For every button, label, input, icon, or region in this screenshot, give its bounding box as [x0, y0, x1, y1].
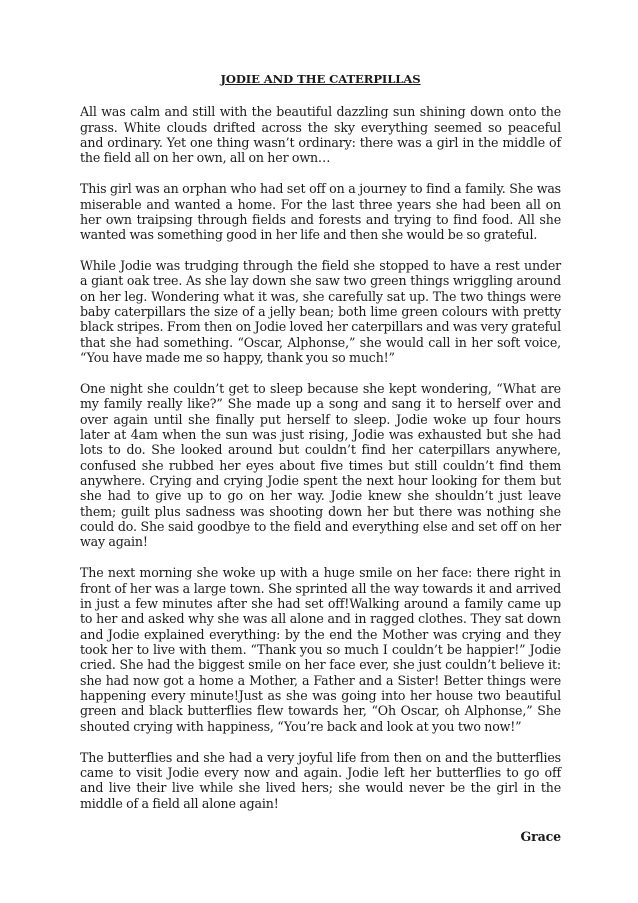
story-title: JODIE AND THE CATERPILLAS	[220, 72, 421, 86]
paragraph-5: The next morning she woke up with a huge smile on her face: there right in front of her was a large town. She sprinted all the way towards it and arrived in just a few minutes after she had set off!Walking around a family came up to her and asked why she was all alone and in ragged clothes. They sat down and Jodie explained everything: by the end the Mother was crying and they took her to live with them. “Thank you so much I couldn’t be happier!” Jodie cried. She had the biggest smile on her face ever, she just couldn’t believe it: she had now got a home a Mother, a Father and a Sister! Better things were happening every minute!Just as she was going into her house two beautiful green and black butterflies flew towards her, “Oh Oscar, oh Alphonse,” She shouted crying with happiness, “You’re back and look at you two now!”	[80, 565, 561, 734]
paragraph-4: One night she couldn’t get to sleep because she kept wondering, “What are my family really like?” She made up a song and sang it to herself over and over again until she finally put herself to sleep. Jodie woke up four hours later at 4am when the sun was just rising, Jodie was exhausted but she had lots to do. She looked around but couldn’t find her caterpillars anywhere, confused she rubbed her eyes about five times but still couldn’t find them anywhere. Crying and crying Jodie spent the next hour looking for them but she had to give up to go on her way. Jodie knew she shouldn’t just leave them; guilt plus sadness was shooting down her but there was nothing she could do. She said goodbye to the field and everything else and set off on her way again!	[80, 381, 561, 550]
author-name: Grace	[520, 828, 561, 844]
paragraph-1: All was calm and still with the beautiful dazzling sun shining down onto the grass. White clouds drifted across the sky everything seemed so peaceful and ordinary. Yet one thing wasn’t ordinary: there was a girl in the middle of the field all on her own, all on her own…	[80, 104, 561, 166]
paragraph-3: While Jodie was trudging through the field she stopped to have a rest under a giant oak tree. As she lay down she saw two green things wriggling around on her leg. Wondering what it was, she carefully sat up. The two things were baby caterpillars the size of a jelly bean; both lime green colours with pretty black stripes. From then on Jodie loved her caterpillars and was very grateful that she had something. “Oscar, Alphonse,” she would call in her soft voice, “You have made me so happy, thank you so much!”	[80, 258, 561, 366]
document-page	[80, 72, 561, 844]
paragraph-6: The butterflies and she had a very joyful life from then on and the butterflies came to visit Jodie every now and again. Jodie left her butterflies to go off and live their live while she lived hers; she would never be the girl in the middle of a field all alone again!	[80, 749, 561, 811]
paragraph-2: This girl was an orphan who had set off on a journey to find a family. She was miserable and wanted a home. For the last three years she had been all on her own traipsing through fields and forests and trying to find food. All she wanted was something good in her life and then she would be so grateful.	[80, 181, 561, 243]
